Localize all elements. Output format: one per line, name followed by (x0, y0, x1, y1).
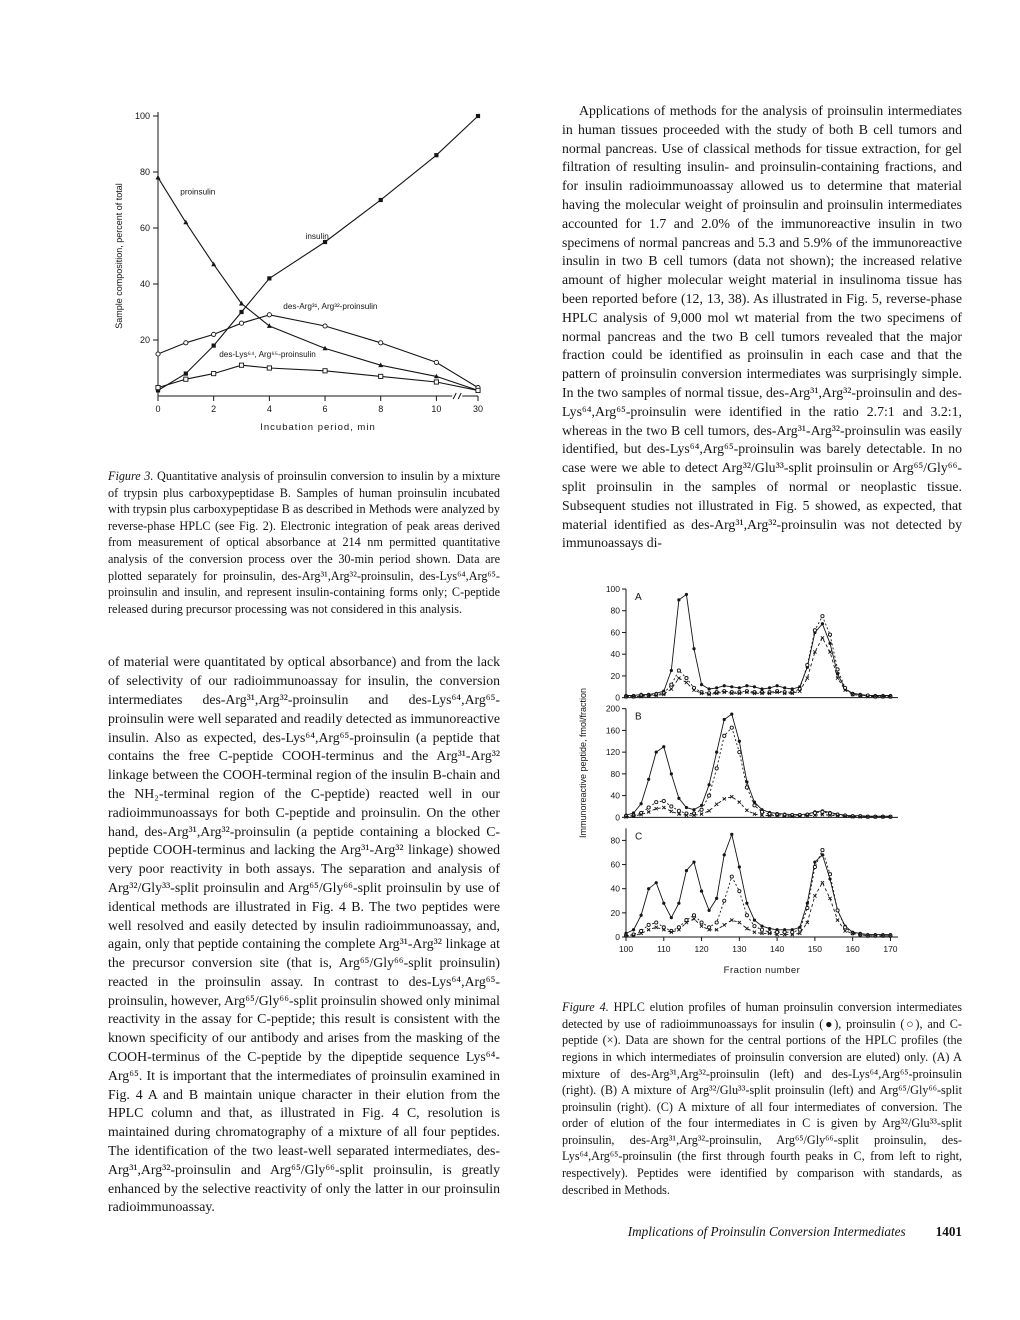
svg-text:140: 140 (770, 944, 785, 955)
svg-text:B: B (635, 711, 642, 723)
svg-text:160: 160 (605, 725, 620, 736)
svg-text:20: 20 (610, 907, 620, 918)
svg-text:Sample composition, percent of: Sample composition, percent of total (114, 183, 124, 329)
svg-text:100: 100 (134, 111, 150, 121)
svg-text:120: 120 (605, 747, 620, 758)
svg-text:80: 80 (610, 605, 620, 616)
svg-text:6: 6 (322, 404, 328, 414)
svg-text:0: 0 (615, 812, 620, 823)
svg-text:30: 30 (472, 404, 484, 414)
svg-text:60: 60 (139, 223, 150, 233)
svg-text:Immunoreactive peptide, fmol/f: Immunoreactive peptide, fmol/fraction (578, 688, 588, 839)
svg-text:80: 80 (139, 167, 150, 177)
svg-text:proinsulin: proinsulin (180, 187, 216, 197)
left-column-paragraph: of material were quantitated by optical absorbance) and from the lack of selectivity of our radioimmunoassay for insulin, the conversion intermediates des-Arg³¹,Arg³²-proinsulin and des-Lys⁶⁴,Arg⁶⁵-proinsulin were well separated and readily detected as immunoreactive insulin. Also as expected, des-Lys⁶⁴,Arg⁶⁵-proinsulin (a peptide that contains the free C-peptide COOH-terminus and the Arg³¹-Arg³² linkage between the COOH-terminal region of the insulin B-chain and the NH₂-terminal region of the C-peptide) reacted well in our radioimmunoassays for both C-peptide and proinsulin. On the other hand, des-Arg³¹,Arg³²-proinsulin (a peptide containing a blocked C-peptide COOH-terminus and lacking the Arg³¹-Arg³² linkage) showed very poor reactivity in both assays. The separation and analysis of Arg³²/Gly³³-split proinsulin and Arg⁶⁵/Gly⁶⁶-split proinsulin by use of identical methods are illustrated in Fig. 4 B. The two peptides were well resolved and easily detected by insulin radioimmunoassay, and, again, only that peptide containing the complete Arg³¹-Arg³² linkage at the precursor conversion site (that is, Arg⁶⁵/Gly⁶⁶-split proinsulin) reacted in the proinsulin assay. In contrast to des-Lys⁶⁴,Arg⁶⁵-proinsulin, however, Arg⁶⁵/Gly⁶⁶-split proinsulin showed only minimal reactivity in the assay for C-peptide; this result is consistent with the known specificity of our antibody and arises from the masking of the COOH-terminus of the C-peptide by the dipeptide sequence Lys⁶⁴-Arg⁶⁵. It is important that the intermediates of proinsulin examined in Fig. 4 A and B maintain unique character in their elution from the HPLC column and that, as illustrated in Fig. 4 C, resolution is maintained during chromatography of a mixture of all four peptides. The identification of the two least-well separated intermediates, des-Arg³¹,Arg³²-proinsulin and Arg⁶⁵/Gly⁶⁶-split proinsulin, is greatly enhanced by the selective reactivity of only the latter in our proinsulin radioimmunoassay. (108, 654, 500, 1215)
right-column-paragraph: Applications of methods for the analysis of proinsulin intermediates in human tissues proceeded with the study of both B cell tumors and normal pancreas. Use of classical methods for tissue extraction, for gel filtration of resulting insulin- and proinsulin-containing fractions, and for insulin radioimmunoassay allowed us to determine that material having the molecular weight of proinsulin and proinsulin intermediates accounted for 1.7 and 2.0% of the immunoreactive insulin in two specimens of normal pancreas and 5.3 and 5.9% of the immunoreactive insulin in two B cell tumors (data not shown); the increased relative amount of higher molecular weight material in insulinoma tissue has been reported before (12, 13, 38). As illustrated in Fig. 5, reverse-phase HPLC analysis of 9,000 mol wt material from the two specimens of normal pancreas and the two B cell tumors revealed that the major fraction could be identified as proinsulin in each case and that the pattern of proinsulin conversion intermediates was surprisingly simple. In the two samples of normal tissue, des-Arg³¹,Arg³²-proinsulin and des-Lys⁶⁴,Arg⁶⁵-proinsulin were identified in the ratio 2.7:1 and 3.2:1, whereas in the two B cell tumors, des-Arg³¹-Arg³²-proinsulin was easily identified, but des-Lys⁶⁴,Arg⁶⁵-proinsulin was barely detectable. In no case were we able to detect Arg³²/Glu³³-split proinsulin or Arg⁶⁵/Gly⁶⁶-split proinsulin in the samples of normal or neoplastic tissue. Subsequent studies not illustrated in Fig. 5 showed, as expected, that material identified as des-Arg³¹,Arg³²-proinsulin was not detected by immunoassays di- (562, 103, 962, 551)
svg-text:C: C (635, 831, 643, 843)
svg-text:0: 0 (155, 404, 161, 414)
svg-text:100: 100 (605, 584, 620, 595)
figure-4-caption-text: HPLC elution profiles of human proinsulin conversion intermediates detected by use of radioimmunoassays for insulin (●), proinsulin (○), and C-peptide (×). Data are shown for the central portions of the HPLC profiles (the regions in which intermediates of proinsulin conversion are eluted) only. (A) A mixture of des-Arg³¹,Arg³²-proinsulin (left) and des-Lys⁶⁴,Arg⁶⁵-proinsulin (right). (B) A mixture of Arg³²/Glu³³-split proinsulin (left) and Arg⁶⁵/Gly⁶⁶-split proinsulin (right). (C) A mixture of all four intermediates of conversion. The order of elution of the four intermediates in C is given by Arg³²/Glu³³-split proinsulin, des-Arg³¹,Arg³²-proinsulin, Arg⁶⁵/Gly⁶⁶-split proinsulin, des-Lys⁶⁴,Arg⁶⁵-proinsulin (the first through fourth peaks in C, from left to right, respectively). Peptides were identified by comparison with standards, as described in Methods. (562, 1000, 963, 1197)
page-footer (562, 1224, 962, 1240)
svg-text:insulin: insulin (305, 232, 329, 242)
figure-3 (108, 102, 500, 617)
svg-text:60: 60 (610, 627, 620, 638)
svg-text:Incubation period, min: Incubation period, min (260, 422, 376, 433)
svg-text:40: 40 (610, 649, 620, 660)
svg-text:0: 0 (615, 692, 620, 703)
svg-text:0: 0 (615, 932, 620, 943)
figure-4 (562, 581, 962, 1198)
figure-3-chart (108, 102, 488, 454)
svg-text:120: 120 (694, 944, 709, 955)
running-title: Implications of Proinsulin Conversion Intermediates (627, 1224, 906, 1240)
svg-text:40: 40 (610, 883, 620, 894)
right-column (562, 102, 962, 1240)
svg-text:40: 40 (139, 279, 150, 289)
svg-text:Fraction number: Fraction number (723, 965, 801, 977)
figure-4-caption (562, 999, 962, 1198)
svg-text:20: 20 (610, 671, 620, 682)
svg-text:8: 8 (378, 404, 384, 414)
svg-text:2: 2 (211, 404, 217, 414)
figure-4-chart (574, 581, 910, 985)
figure-3-caption-label: Figure 3. (108, 469, 154, 483)
svg-text:160: 160 (845, 944, 860, 955)
figure-3-caption-text: Quantitative analysis of proinsulin conversion to insulin by a mixture of trypsin plus carboxypeptidase B. Samples of human proinsulin incubated with trypsin plus carboxypeptidase B as described in Methods were analyzed by reverse-phase HPLC (see Fig. 2). Electronic integration of peak areas derived from measurement of optical absorbance at 214 nm permitted quantitative analysis of the conversion process over the 30-min period shown. Data are plotted separately for proinsulin, des-Arg³¹,Arg³²-proinsulin, des-Lys⁶⁴,Arg⁶⁵-proinsulin and insulin, and represent insulin-containing forms only; C-peptide released during precursor processing was not considered in this analysis. (108, 469, 501, 616)
svg-text:80: 80 (610, 835, 620, 846)
figure-4-caption-label: Figure 4. (562, 1000, 609, 1015)
page-number: 1401 (935, 1224, 962, 1240)
svg-text:40: 40 (610, 790, 620, 801)
svg-text:130: 130 (732, 944, 747, 955)
svg-text:A: A (635, 592, 642, 604)
svg-text:20: 20 (139, 335, 150, 345)
svg-text:des-Lys⁶⁴, Arg⁶⁵-proinsulin: des-Lys⁶⁴, Arg⁶⁵-proinsulin (219, 349, 316, 359)
svg-text:150: 150 (807, 944, 822, 955)
svg-text:10: 10 (431, 404, 442, 414)
svg-text:170: 170 (883, 944, 898, 955)
figure-3-caption (108, 468, 500, 617)
left-column (108, 102, 500, 1217)
svg-text:4: 4 (266, 404, 272, 414)
svg-text:200: 200 (605, 703, 620, 714)
svg-text:des-Arg³¹, Arg³²-proinsulin: des-Arg³¹, Arg³²-proinsulin (283, 302, 378, 312)
svg-text:100: 100 (618, 944, 634, 955)
svg-text:80: 80 (610, 768, 620, 779)
svg-text:110: 110 (656, 944, 671, 955)
svg-text:60: 60 (610, 859, 620, 870)
